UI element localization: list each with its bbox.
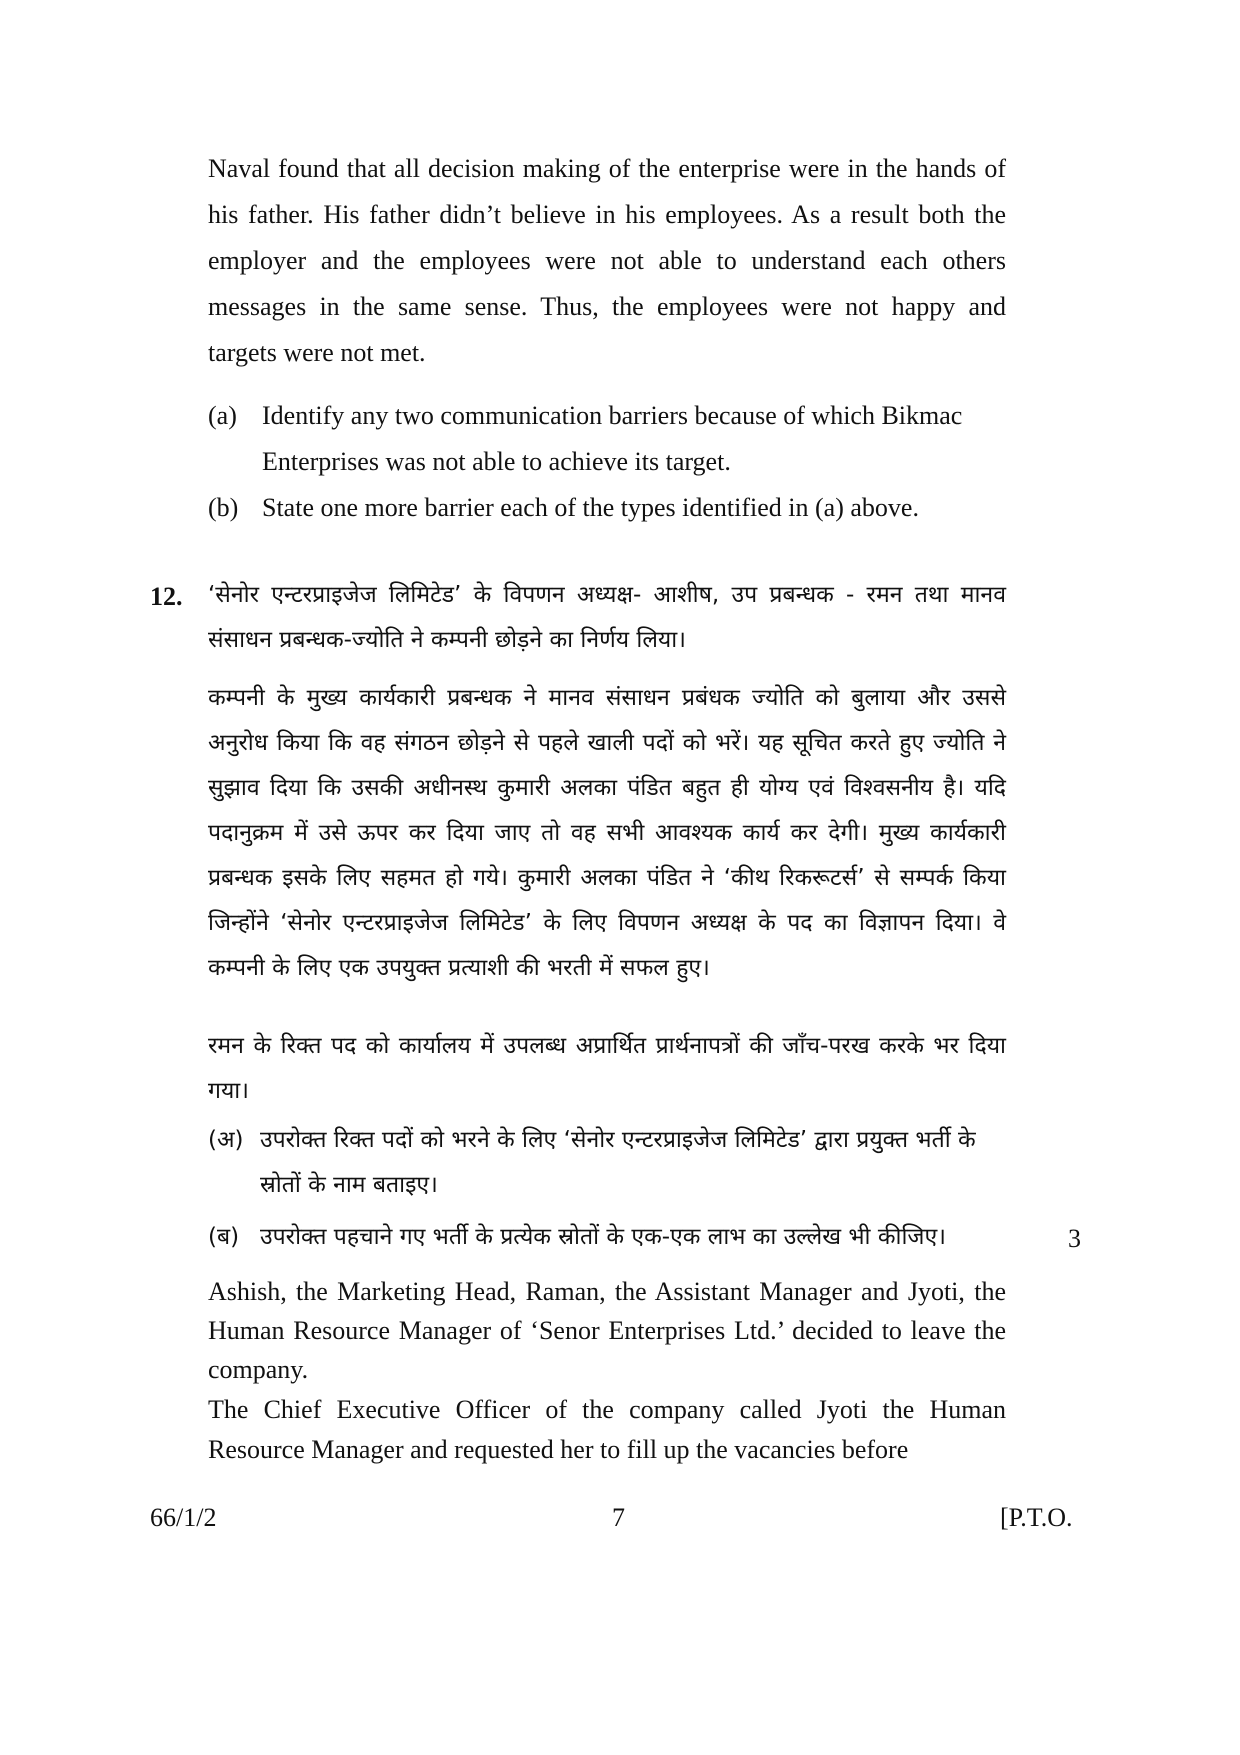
hindi-body-2: रमन के रिक्त पद को कार्यालय में उपलब्ध अप्रार्थित प्रार्थनापत्रों की जाँच-परख करके भर दिया गया। — [208, 1033, 1006, 1104]
sub-question-text: उपरोक्त पहचाने गए भर्ती के प्रत्येक स्रोतों के एक-एक लाभ का उल्लेख भी कीजिए। — [260, 1224, 946, 1250]
pto-marker: [P.T.O. — [1000, 1503, 1073, 1532]
question-number: 12. — [150, 582, 183, 611]
sub-question-text: State one more barrier each of the types identified in (a) above. — [262, 493, 919, 522]
case-paragraph: Naval found that all decision making of the enterprise were in the hands of his father. His father didn’t believe in his employees. As a result both the employer and the employees were not able to understand each others messages in the same sense. Thus, the employees were not happy and targets were not met. — [208, 154, 1006, 367]
sub-question-label: (a) — [208, 401, 237, 430]
english-intro: Ashish, the Marketing Head, Raman, the Assistant Manager and Jyoti, the Human Resource Manager of ‘Senor Enterprises Ltd.’ decided to leave the company. — [208, 1277, 1006, 1384]
sub-question-b — [208, 485, 1020, 531]
paper-code: 66/1/2 — [150, 1503, 217, 1532]
hindi-intro: ‘सेनोर एन्टरप्राइजेज लिमिटेड’ के विपणन अध्यक्ष- आशीष, उप प्रबन्धक - रमन तथा मानव संसाधन प्रबन्धक-ज्योति ने कम्पनी छोड़ने का निर्णय लिया। — [208, 582, 1006, 653]
sub-question-label: (b) — [208, 493, 239, 522]
sub-question-label: (ब) — [208, 1224, 240, 1250]
sub-question-text: उपरोक्त रिक्त पदों को भरने के लिए ‘सेनोर एन्टरप्राइजेज लिमिटेड’ द्वारा प्रयुक्त भर्ती के स्रोतों के नाम बताइए। — [260, 1127, 976, 1198]
marks: 3 — [1068, 1224, 1081, 1253]
page-number: 7 — [612, 1503, 625, 1532]
english-body: The Chief Executive Officer of the company called Jyoti the Human Resource Manager and requested her to fill up the vacancies before — [208, 1395, 1006, 1464]
sub-question-text: Identify any two communication barriers because of which Bikmac Enterprises was not able to achieve its target. — [262, 401, 963, 476]
sub-question-label: (अ) — [208, 1127, 244, 1153]
hindi-body: कम्पनी के मुख्य कार्यकारी प्रबन्धक ने मानव संसाधन प्रबंधक ज्योति को बुलाया और उससे अनुरोध किया कि वह संगठन छोड़ने से पहले खाली पदों को भरें। यह सूचित करते हुए ज्योति ने सुझाव दिया कि उसकी अधीनस्थ कुमारी अलका पंडित बहुत ही योग्य एवं विश्वसनीय है। यदि पदानुक्रम में उसे ऊपर कर दिया जाए तो वह सभी आवश्यक कार्य कर देगी। मुख्य कार्यकारी प्रबन्धक इसके लिए सहमत हो गये। कुमारी अलका पंडित ने ‘कीथ रिकरूटर्स’ से सम्पर्क किया जिन्होंने ‘सेनोर एन्टरप्राइजेज लिमिटेड’ के लिए विपणन अध्यक्ष के पद का विज्ञापन दिया। वे कम्पनी के लिए एक उपयुक्त प्रत्याशी की भरती में सफल हुए। — [208, 685, 1006, 981]
sub-question-a — [208, 393, 1020, 485]
hindi-sub-question-b — [208, 1215, 1008, 1260]
hindi-sub-question-a — [208, 1118, 1020, 1208]
